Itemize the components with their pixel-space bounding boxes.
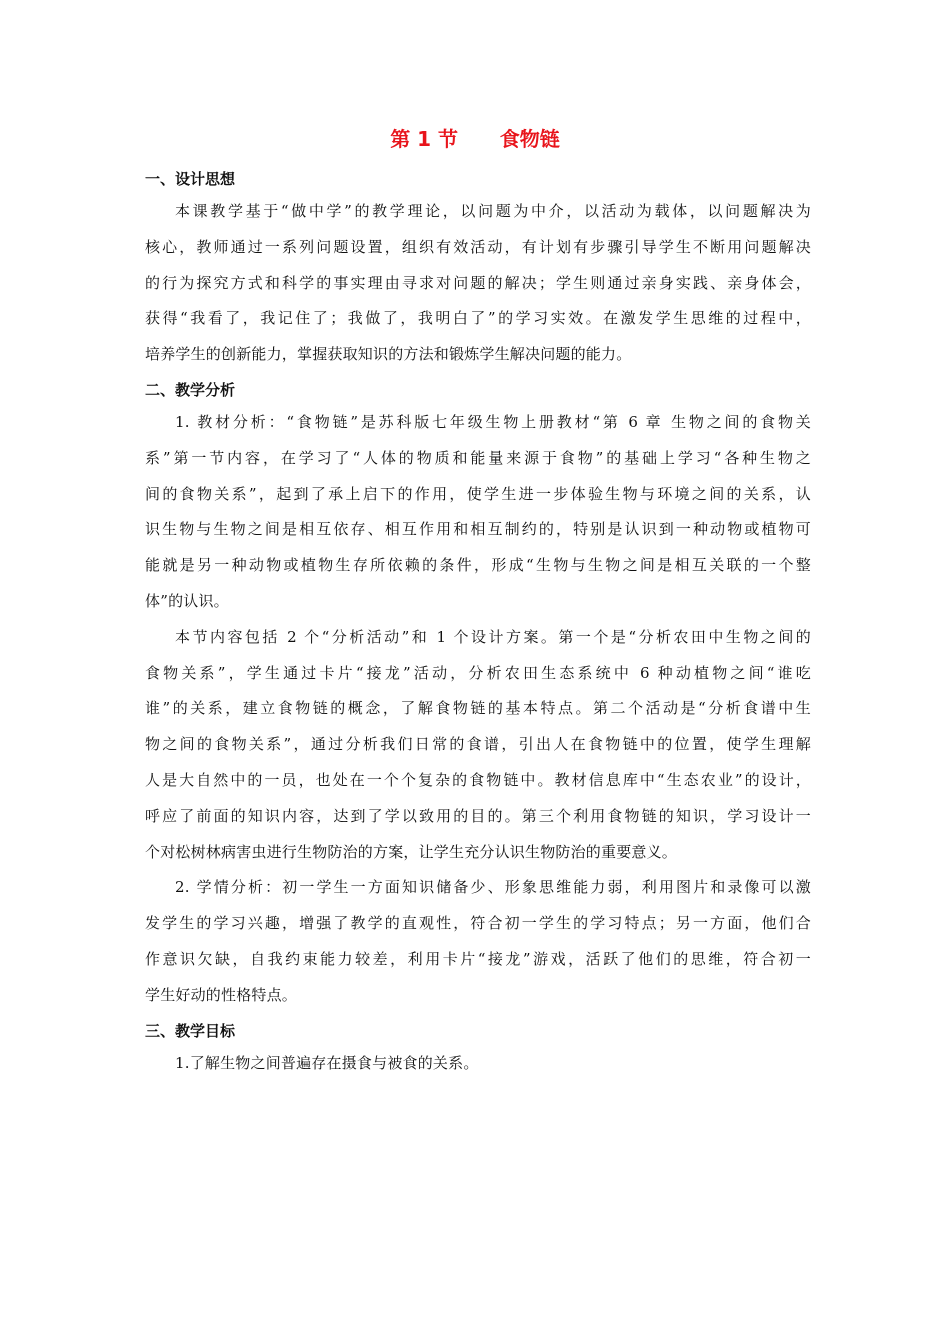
text-line: 个对松树林病害虫进行生物防治的方案，让学生充分认识生物防治的重要意义。: [145, 842, 678, 861]
text-line: 能就是另一种动物或植物生存所依赖的条件，形成“生物与生物之间是相互关联的一个整: [145, 556, 811, 575]
section-heading-analysis: 二、教学分析: [145, 380, 236, 399]
section-heading-design: 一、设计思想: [145, 170, 236, 188]
text-line: 呼应了前面的知识内容，达到了学以致用的目的。第三个利用食物链的知识，学习设计一: [145, 806, 811, 825]
paragraph-textbook-analysis: [145, 405, 811, 620]
text-line: 核心，教师通过一系列问题设置，组织有效活动，有计划有步骤引导学生不断用问题解决: [145, 237, 811, 256]
text-line: 物之间的食物关系”，通过分析我们日常的食谱，引出人在食物链中的位置，使学生理解: [145, 735, 811, 754]
text-line: 食物关系”，学生通过卡片“接龙”活动，分析农田生态系统中 6 种动植物之间“谁吃: [145, 663, 811, 682]
text-line: 作意识欠缺，自我约束能力较差，利用卡片“接龙”游戏，活跃了他们的思维，符合初一: [145, 949, 811, 968]
paragraph-design-thought: [145, 194, 811, 373]
text-line: 人是大自然中的一员，也处在一个个复杂的食物链中。教材信息库中“生态农业”的设计，: [145, 770, 811, 789]
text-line: 1. 教材分析：“食物链”是苏科版七年级生物上册教材“第 6 章 生物之间的食物关: [175, 412, 811, 431]
text-line: 发学生的学习兴趣，增强了教学的直观性，符合初一学生的学习特点；另一方面，他们合: [145, 914, 811, 933]
text-line: 1.了解生物之间普遍存在摄食与被食的关系。: [175, 1053, 479, 1072]
paragraph-learner-analysis: [145, 870, 811, 1013]
text-line: 识生物与生物之间是相互依存、相互作用和相互制约的，特别是认识到一种动物或植物可: [145, 520, 811, 539]
text-line: 的行为探究方式和科学的事实理由寻求对问题的解决；学生则通过亲身实践、亲身体会，: [145, 273, 811, 292]
paragraph-objective-1: [145, 1046, 811, 1082]
section-heading-objectives: 三、教学目标: [145, 1021, 236, 1040]
text-line: 本课教学基于“做中学”的教学理论，以问题为中介，以活动为载体，以问题解决为: [175, 202, 811, 220]
text-line: 获得“我看了，我记住了；我做了，我明白了”的学习实效。在激发学生思维的过程中，: [145, 309, 811, 328]
text-line: 间的食物关系”，起到了承上启下的作用，使学生进一步体验生物与环境之间的关系，认: [145, 484, 811, 503]
text-line: 体”的认识。: [145, 591, 229, 610]
paragraph-content-overview: [145, 620, 811, 871]
text-line: 本节内容包括 2 个“分析活动”和 1 个设计方案。第一个是“分析农田中生物之间的: [175, 627, 811, 646]
text-line: 系”第一节内容，在学习了“人体的物质和能量来源于食物”的基础上学习“各种生物之: [145, 448, 811, 467]
text-line: 培养学生的创新能力，掌握获取知识的方法和锻炼学生解决问题的能力。: [145, 345, 632, 364]
document-body: [145, 164, 811, 1081]
text-line: 学生好动的性格特点。: [145, 985, 298, 1004]
page-title: 第 1 节 食物链: [390, 127, 560, 151]
text-line: 2. 学情分析：初一学生一方面知识储备少、形象思维能力弱，利用图片和录像可以激: [175, 878, 811, 897]
text-line: 谁”的关系，建立食物链的概念，了解食物链的基本特点。第二个活动是“分析食谱中生: [145, 699, 811, 718]
